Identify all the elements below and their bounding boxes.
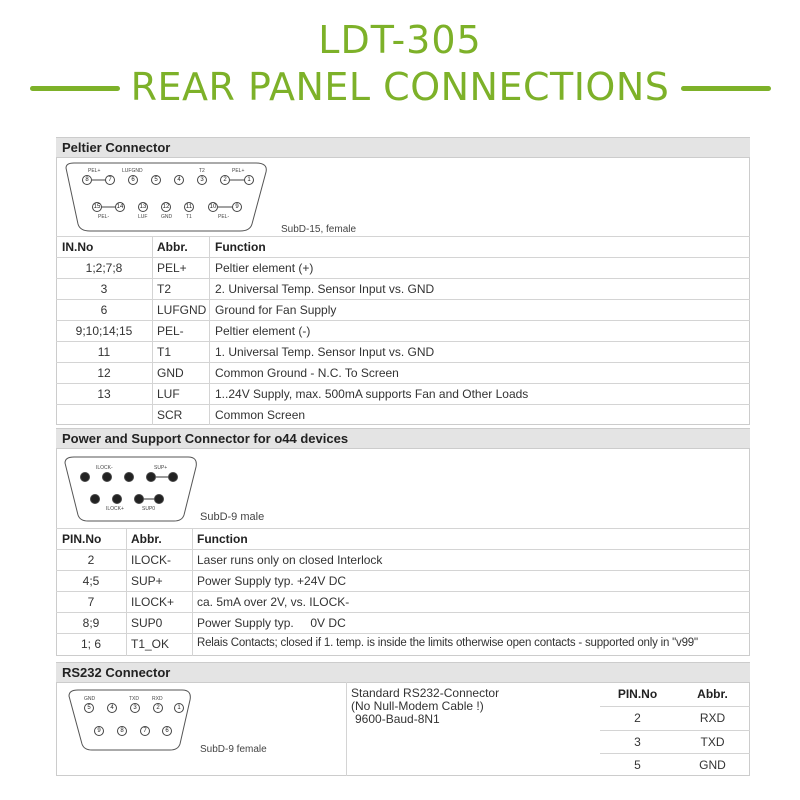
pin-label-sup-plus: SUP+ (154, 465, 168, 471)
pin-label-pel-plus: PEL+ (88, 168, 101, 174)
rs232-col-pin: PIN.No (617, 687, 658, 701)
rs232-description-line-3: 9600-Baud-8N1 (355, 712, 440, 726)
peltier-col-function: Function (215, 240, 266, 254)
pin-label-t1: T1 (186, 214, 192, 220)
subd15-connector-label: SubD-15, female (281, 224, 357, 235)
subd15-connector-diagram: 8 7 6 5 4 3 2 1 15 14 13 12 11 10 9 PEL+ LUFGND T2 PEL+ PEL- LUF GND T1 PEL- (62, 160, 272, 235)
page-subtitle: REAR PANEL CONNECTIONS (130, 65, 670, 109)
power-col-pin: PIN.No (62, 532, 102, 546)
pin-label-pel-minus: PEL- (98, 214, 110, 220)
pin-label-luf: LUF (138, 214, 148, 220)
rs232-section-heading: RS232 Connector (56, 662, 750, 683)
pin-label-pel-minus-2: PEL- (218, 214, 230, 220)
pin-label-t2: T2 (199, 168, 205, 174)
peltier-section-heading: Peltier Connector (56, 137, 750, 158)
pin-label-rs232-txd: TXD (129, 696, 139, 702)
page-title: LDT-305 (318, 18, 482, 62)
power-col-abbr: Abbr. (131, 532, 162, 546)
pin-label-rs232-gnd: GND (84, 696, 96, 702)
pin-label-sup0: SUP0 (142, 506, 156, 512)
pin-label-pel-plus-2: PEL+ (232, 168, 245, 174)
rs232-description-line-1: Standard RS232-Connector (351, 686, 500, 700)
pin-label-rs232-rxd: RXD (152, 696, 163, 702)
subd9-male-connector-diagram (62, 455, 202, 525)
subd9-male-connector-label: SubD-9 male (200, 511, 265, 523)
title-rule-right (681, 86, 771, 91)
peltier-col-pin: IN.No (62, 240, 94, 254)
power-col-function: Function (197, 532, 248, 546)
pin-label-ilock-plus: ILOCK+ (106, 506, 124, 512)
pin-label-ilock-minus: ILOCK- (96, 465, 113, 471)
power-section-heading: Power and Support Connector for o44 devices (56, 428, 750, 449)
subd9-male-outline-icon (62, 455, 202, 525)
pin-label-lufgnd: LUFGND (122, 168, 143, 174)
subd9-female-connector-label: SubD-9 female (200, 744, 267, 755)
peltier-col-abbr: Abbr. (157, 240, 188, 254)
rs232-col-abbr: Abbr. (697, 687, 728, 701)
rs232-description-line-2: (No Null-Modem Cable !) (351, 699, 484, 713)
subd9-female-connector-diagram: 5 4 3 2 1 9 8 7 6 GND TXD RXD (66, 688, 196, 754)
pin-label-gnd: GND (161, 214, 173, 220)
